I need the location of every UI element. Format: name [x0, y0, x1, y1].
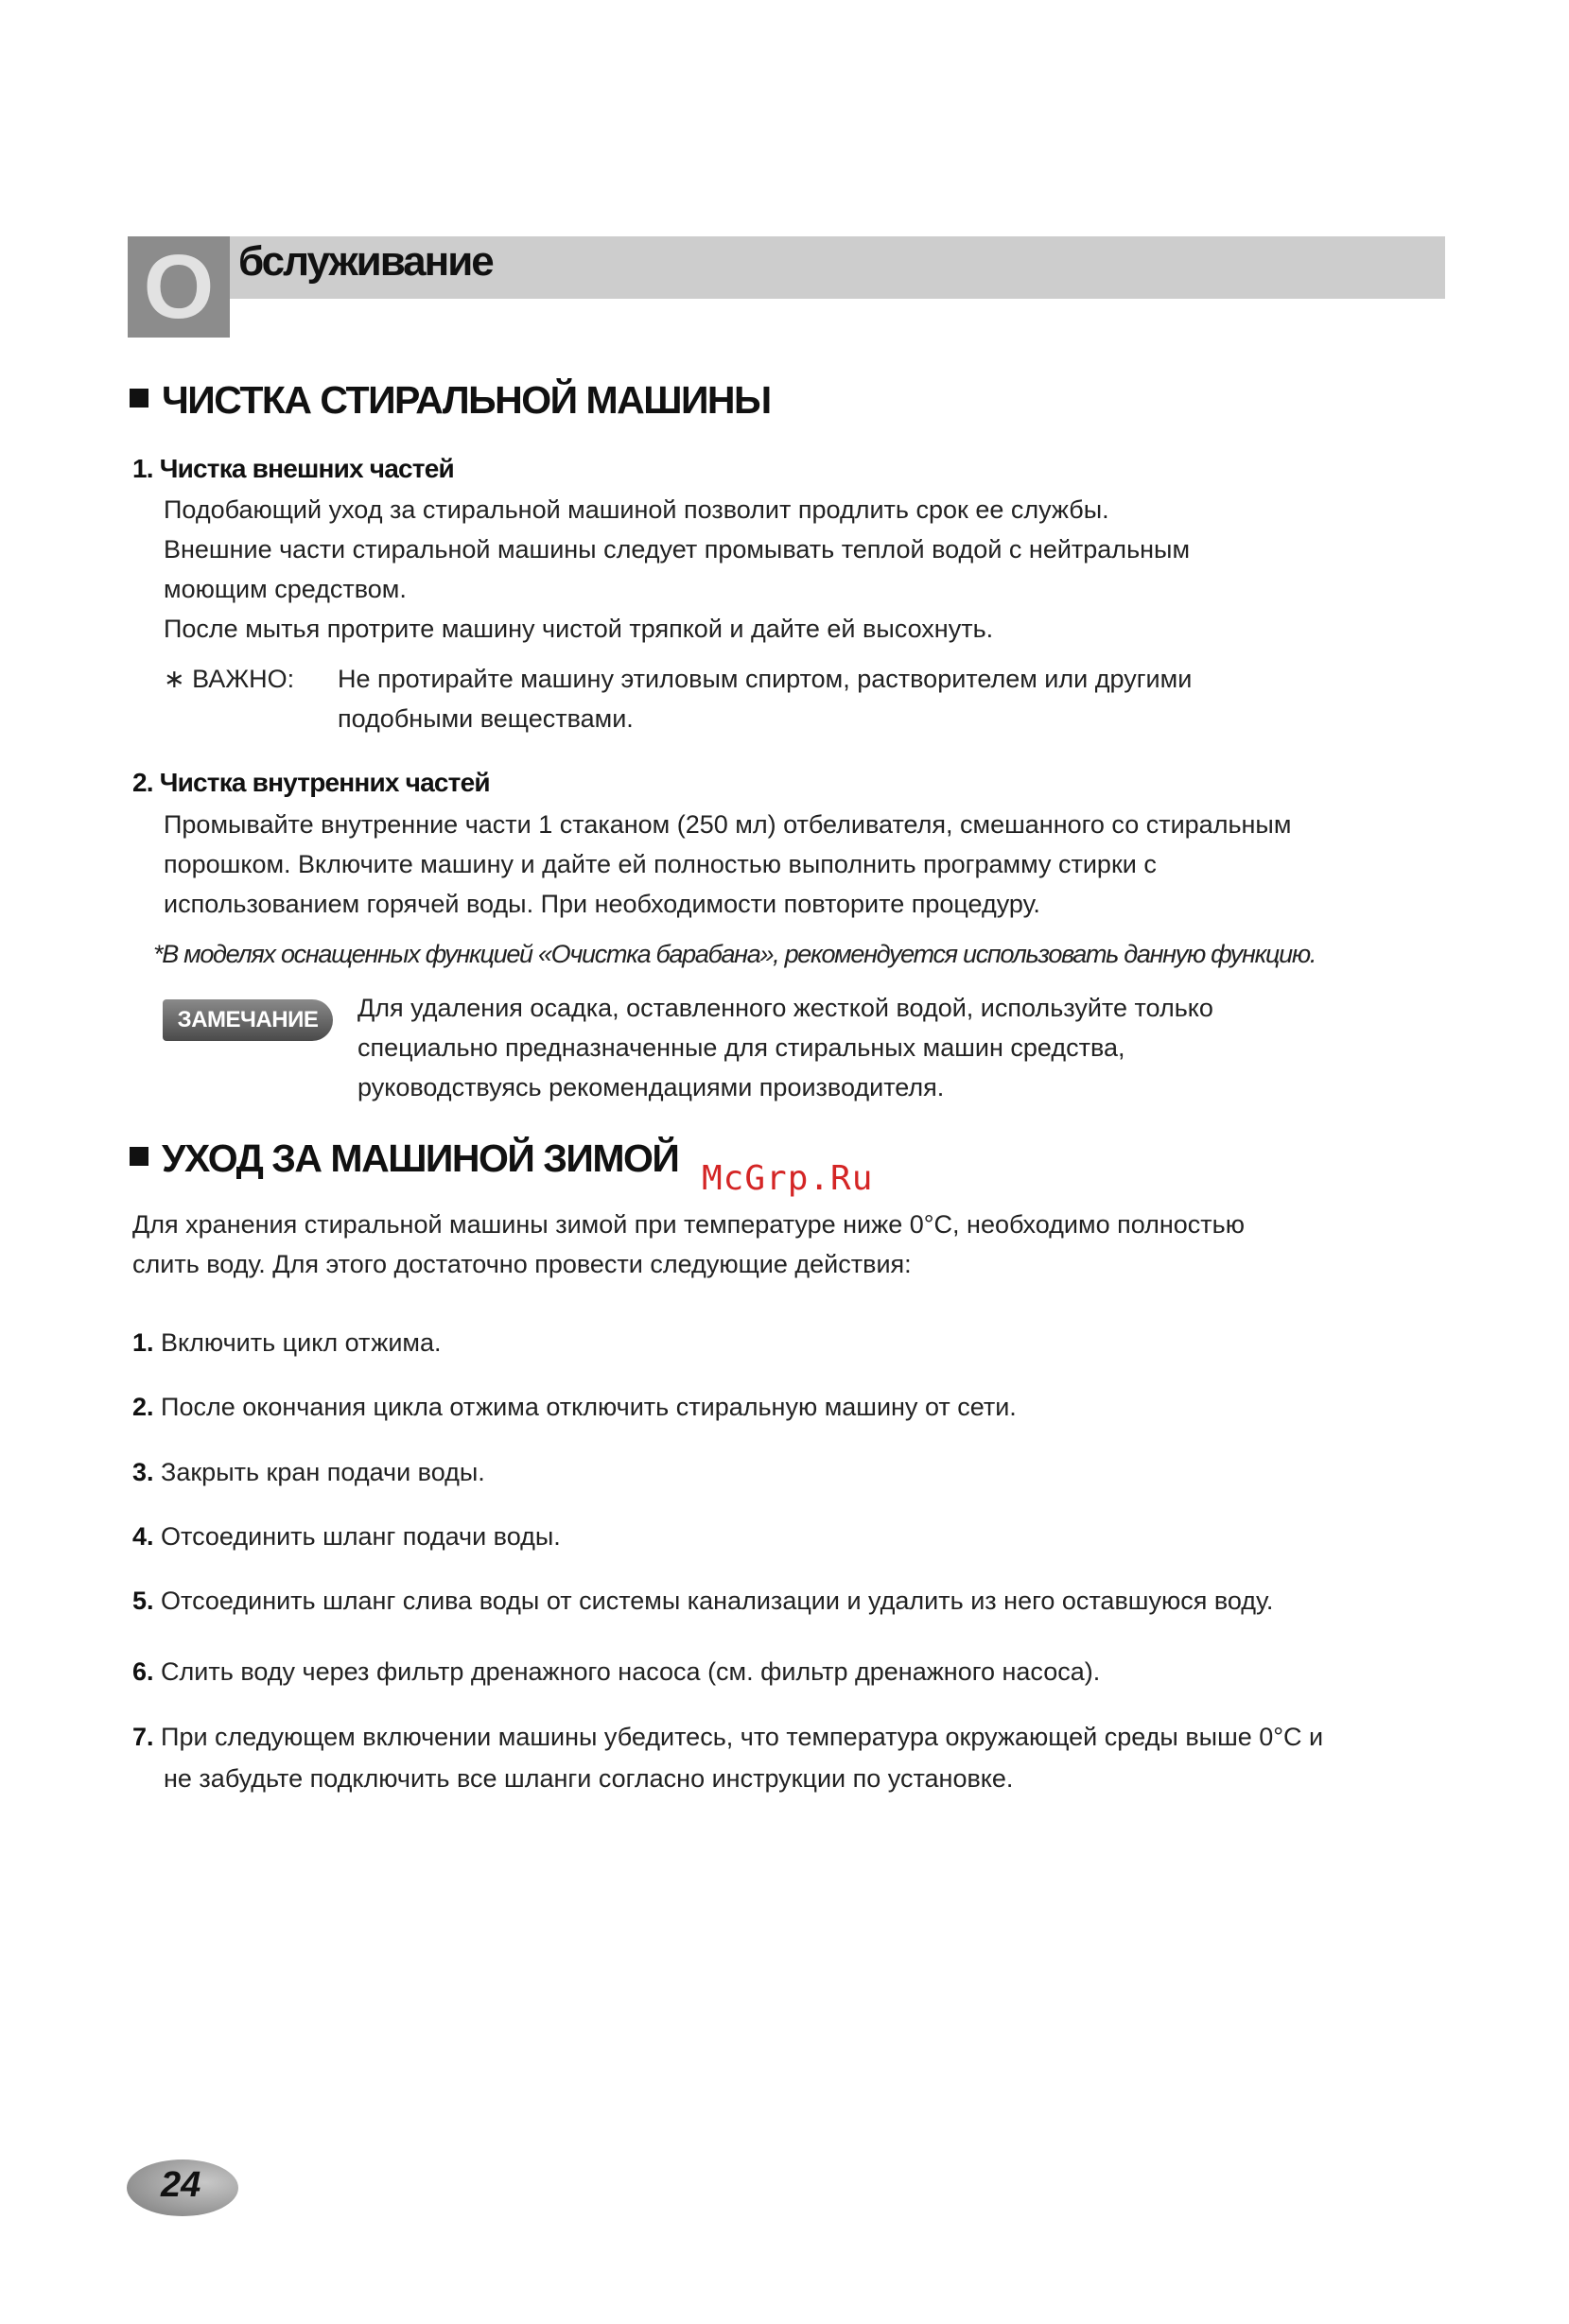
- bullet-square-icon: [130, 1147, 148, 1166]
- list-number: 1.: [132, 1328, 154, 1357]
- note-line: руководствуясь рекомендациями производителя.: [357, 1073, 945, 1101]
- list-number: 4.: [132, 1522, 154, 1551]
- list-item: [132, 1516, 561, 1557]
- header-letter: О: [143, 235, 215, 338]
- list-number: 7.: [132, 1723, 154, 1751]
- bullet-square-icon: [130, 389, 148, 408]
- list-item-continuation: не забудьте подключить все шланги согласно инструкции по установке.: [164, 1764, 1014, 1793]
- list-text: Включить цикл отжима.: [161, 1328, 442, 1357]
- list-number: 6.: [132, 1657, 154, 1686]
- page-title: бслуживание: [238, 238, 493, 285]
- paragraph-line: Промывайте внутренние части 1 стаканом (250 мл) отбеливателя, смешанного со стиральным: [164, 810, 1292, 839]
- note-line: Для удаления осадка, оставленного жесткой водой, используйте только: [357, 994, 1213, 1022]
- important-line: подобными веществами.: [338, 704, 634, 733]
- list-text: После окончания цикла отжима отключить стиральную машину от сети.: [161, 1393, 1017, 1421]
- list-text: Отсоединить шланг подачи воды.: [161, 1522, 561, 1551]
- list-text: Слить воду через фильтр дренажного насоса (см. фильтр дренажного насоса).: [161, 1657, 1101, 1686]
- intro-line: слить воду. Для этого достаточно провести следующие действия:: [132, 1250, 912, 1278]
- list-item: [132, 1580, 1273, 1622]
- section-heading-text: ЧИСТКА СТИРАЛЬНОЙ МАШИНЫ: [162, 378, 771, 422]
- intro-line: Для хранения стиральной машины зимой при температуре ниже 0°С, необходимо полностью: [132, 1210, 1245, 1239]
- list-item: [132, 1451, 485, 1493]
- list-item: [132, 1322, 442, 1363]
- list-item: [132, 1651, 1100, 1692]
- paragraph-line: После мытья протрите машину чистой тряпкой и дайте ей высохнуть.: [164, 615, 994, 643]
- important-line: Не протирайте машину этиловым спиртом, растворителем или другими: [338, 665, 1193, 693]
- paragraph-line: моющим средством.: [164, 575, 407, 603]
- list-number: 5.: [132, 1587, 154, 1615]
- list-text: Отсоединить шланг слива воды от системы канализации и удалить из него оставшуюся воду.: [161, 1587, 1274, 1615]
- paragraph-line: Внешние части стиральной машины следует промывать теплой водой с нейтральным: [164, 535, 1191, 564]
- list-item: [132, 1386, 1017, 1428]
- list-text: При следующем включении машины убедитесь, что температура окружающей среды выше 0°С и: [161, 1723, 1324, 1751]
- list-item: [132, 1716, 1323, 1758]
- note-badge: ЗАМЕЧАНИЕ: [163, 999, 333, 1041]
- list-number: 3.: [132, 1458, 154, 1486]
- paragraph-line: использованием горячей воды. При необходимости повторите процедуру.: [164, 890, 1040, 918]
- important-label: ∗ ВАЖНО:: [164, 665, 295, 693]
- section-heading-cleaning: [130, 378, 771, 423]
- subsection-title-internal: 2. Чистка внутренних частей: [132, 768, 490, 797]
- paragraph-line: порошком. Включите машину и дайте ей полностью выполнить программу стирки с: [164, 850, 1157, 878]
- page-number: 24: [161, 2165, 201, 2205]
- section-heading-winter: [130, 1136, 678, 1181]
- note-line: специально предназначенные для стиральных машин средства,: [357, 1033, 1125, 1062]
- watermark: McGrp.Ru: [702, 1159, 874, 1198]
- footnote: *В моделях оснащенных функцией «Очистка барабана», рекомендуется использовать данную функцию.: [153, 940, 1316, 968]
- list-number: 2.: [132, 1393, 154, 1421]
- list-text: Закрыть кран подачи воды.: [161, 1458, 485, 1486]
- paragraph-line: Подобающий уход за стиральной машиной позволит продлить срок ее службы.: [164, 495, 1109, 524]
- section-heading-text: УХОД ЗА МАШИНОЙ ЗИМОЙ: [162, 1136, 679, 1180]
- subsection-title-external: 1. Чистка внешних частей: [132, 454, 454, 483]
